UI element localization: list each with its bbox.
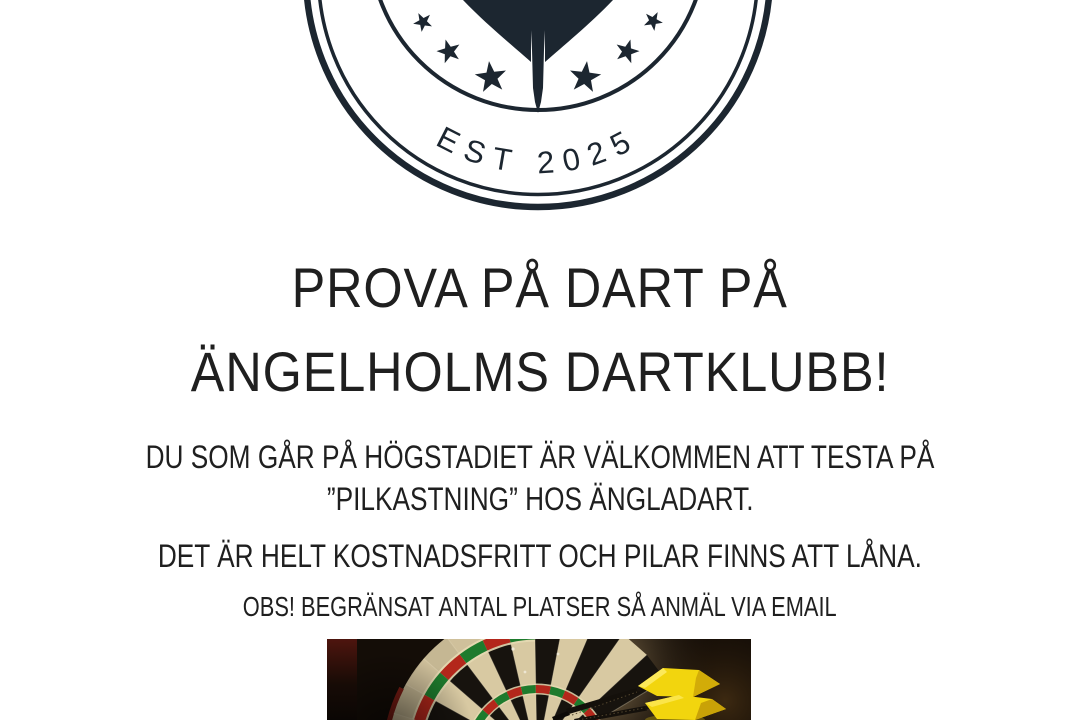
dart-left-flight — [463, 0, 531, 62]
dartboard-photo — [327, 639, 751, 720]
invite-text-line2-text: ”PILKASTNING” HOS ÄNGLADART. — [326, 481, 754, 517]
dart-right-flight — [545, 0, 613, 62]
cost-text — [0, 535, 1080, 577]
poster-title-line1 — [0, 246, 1080, 330]
poster-title-line2-text: ÄNGELHOLMS DARTKLUBB! — [190, 340, 890, 403]
badge-emblem — [410, 0, 666, 181]
wire-glint — [524, 671, 527, 674]
star-icon — [613, 36, 642, 64]
invite-text-line1-text: DU SOM GÅR PÅ HÖGSTADIET ÄR VÄLKOMMEN ATT TESTA PÅ — [145, 439, 935, 475]
poster-title-line2 — [0, 330, 1080, 414]
invite-text-line2 — [0, 478, 1080, 520]
star-icon — [641, 8, 666, 33]
photo-left-edge — [327, 639, 357, 720]
dart-shaft — [530, 0, 547, 113]
note-text — [0, 587, 1080, 627]
cost-text-line: DET ÄR HELT KOSTNADSFRITT OCH PILAR FINNS ATT LÅNA. — [157, 538, 923, 574]
star-icon — [410, 9, 435, 34]
star-icon — [473, 59, 508, 92]
dartboard-photo-art — [327, 639, 751, 720]
badge-est-text: EST 2025 — [431, 119, 645, 181]
dart-icon — [463, 0, 613, 113]
club-badge-logo — [0, 0, 1080, 212]
poster-title-line1-text: PROVA PÅ DART PÅ — [291, 256, 789, 319]
wire-glint — [511, 647, 514, 650]
wire-glint — [557, 653, 560, 656]
note-text-line: OBS! BEGRÄNSAT ANTAL PLATSER SÅ ANMÄL VIA EMAIL — [243, 591, 837, 622]
invite-text-line1 — [0, 436, 1080, 478]
star-icon — [568, 59, 603, 92]
star-icon — [434, 36, 463, 64]
